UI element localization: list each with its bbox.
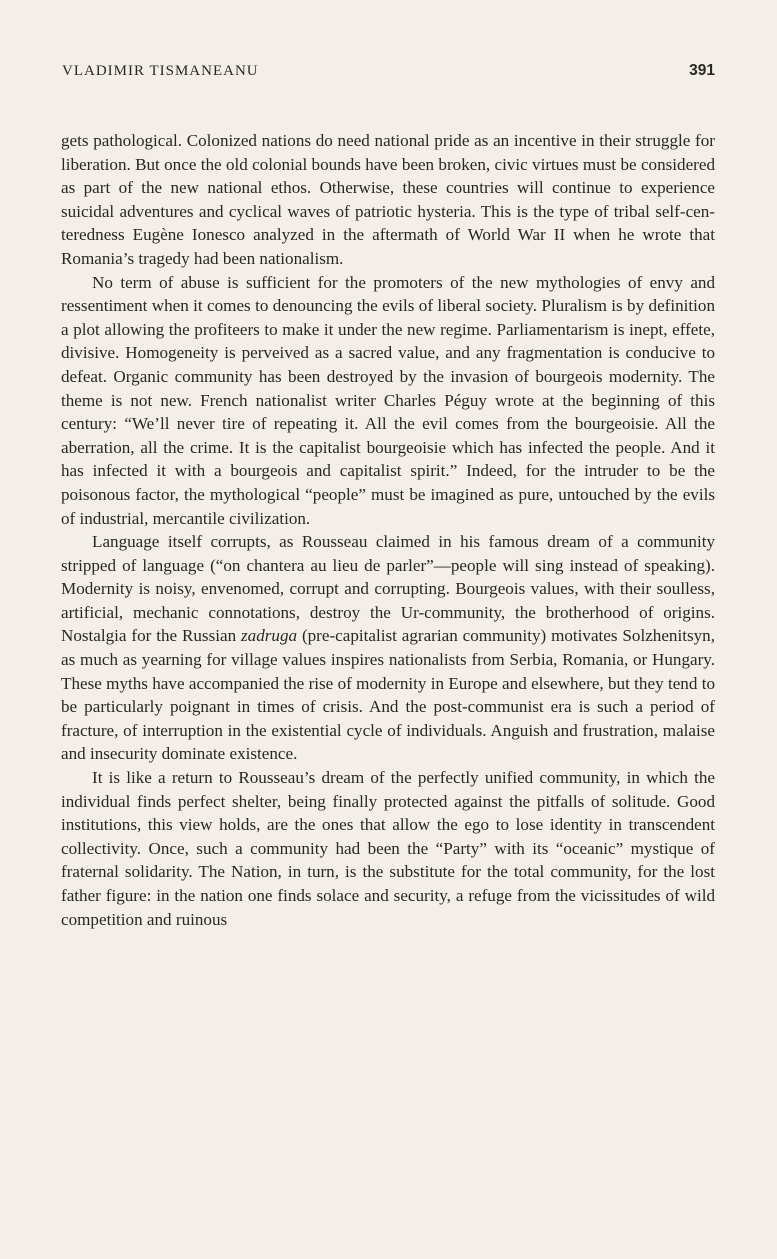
paragraph-text: (pre-capitalist agrarian community) motivates Solzhenitsyn, as much as yearning for village values inspires nationalists from Serbia, Romania, or Hungary. These myths have accompanied the rise of modernity in Europe and elsewhere, but they tend to be particularly poignant in times of crisis. And the post-communist era is such a period of fracture, of interruption in the existential cycle of individuals. Anguish and frustration, malaise and insecurity dominate existence. [61, 626, 716, 764]
paragraph [61, 530, 715, 766]
paragraph-text: No term of abuse is sufficient for the promoters of the new mythologies of envy and ressentiment when it comes to denouncing the evils of liberal society. Pluralism is by definition a plot allowing the profiteers to make it under the new regime. Parliamentarism is inept, effete, divisive. Homogeneity is perveived as a sacred value, and any fragmentation is conducive to defeat. Organic community has been destroyed by the invasion of bourgeois modernity. The theme is not new. French nationalist writer Charles Péguy wrote at the beginning of this century: “We’ll never tire of repeating it. All the evil comes from the bourgeoisie. All the aberration, all the crime. It is the capitalist bourgeoisie which has infected the people. And it has infected it with a bourgeois and capitalist spirit.” Indeed, for the intruder to be the poisonous factor, the mythological “people” must be imagined as pure, untouched by the evils of industrial, mercantile civilization. [61, 272, 715, 528]
paragraph [61, 766, 715, 931]
running-header [62, 62, 715, 80]
body-text [61, 129, 715, 931]
paragraph-text: It is like a return to Rousseau’s dream of the perfectly unified community, in which the individual finds perfect shelter, being finally protected against the pitfalls of solitude. Good institutions, this view holds, are the ones that allow the ego to lose identity in transcendent collectivity. Once, such a community had been the “Party” with its “oceanic” mystique of fraternal solidarity. The Nation, in turn, is the substitute for the total community, for the lost father figure: in the nation one finds solace and security, a refuge from the vicissitudes of wild competition and ruinous [61, 768, 715, 929]
paragraph [61, 129, 715, 271]
paragraph-text: gets pathological. Colonized nations do need national pride as an incentive in their struggle for liberation. But once the old colonial bounds have been broken, civic virtues must be considered as part of the new national ethos. Otherwise, these countries will continue to experience suicidal adventures and cyclical waves of patriotic hysteria. This is the type of tribal self-centeredness Eugène Ionesco analyzed in the aftermath of World War II when he wrote that Romania’s tragedy had been nationalism. [61, 131, 715, 268]
running-head-author: VLADIMIR TISMANEANU [62, 63, 259, 79]
italic-term: zadruga [241, 626, 298, 646]
paragraph [61, 271, 715, 531]
page-number: 391 [689, 62, 715, 79]
paragraph-text: Language itself corrupts, as Rousseau claimed in his famous dream of a community stripped of language (“on chantera au lieu de parler”—people will sing instead of speaking). Modernity is noisy, envenomed, corrupt and corrupting. Bourgeois values, with their soulless, artificial, mechanic connotations, destroy the Ur-community, the brotherhood of origins. Nostalgia for the Russian [61, 532, 715, 646]
